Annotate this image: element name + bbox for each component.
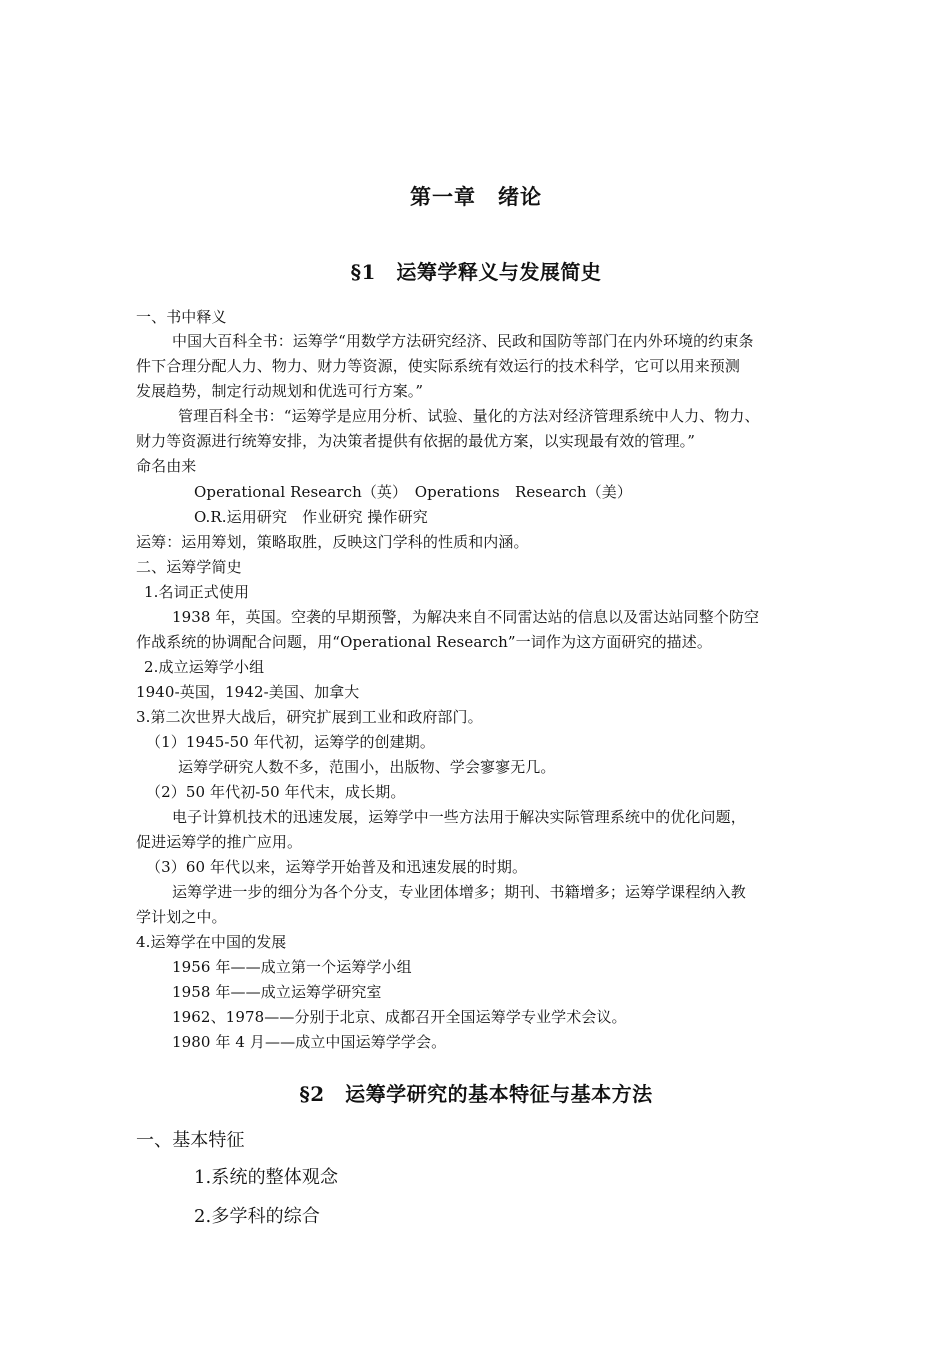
chapter-title: 第一章 绪论 — [410, 184, 542, 209]
paragraph-line: 管理百科全书：“运筹学是应用分析、试验、量化的方法对经济管理系统中人力、物力、 — [178, 407, 760, 425]
list-heading: 1.名词正式使用 — [144, 583, 250, 601]
list-item: 1.系统的整体观念 — [194, 1167, 339, 1188]
paragraph-line: 运筹学研究人数不多，范围小，出版物、学会寥寥无几。 — [178, 758, 556, 776]
paragraph-line: 件下合理分配人力、物力、财力等资源，使实际系统有效运行的技术科学，它可以用来预测 — [136, 357, 741, 375]
paragraph-line: 运筹：运用筹划，策略取胜，反映这门学科的性质和内涵。 — [136, 533, 529, 551]
paragraph-line: Operational Research（英） Operations Research（美） — [194, 483, 632, 501]
list-heading: 3.第二次世界大战后，研究扩展到工业和政府部门。 — [136, 708, 483, 726]
list-heading: 4.运筹学在中国的发展 — [136, 933, 287, 951]
paragraph-line: 发展趋势，制定行动规划和优选可行方案。” — [136, 382, 424, 400]
list-subheading: （2）50 年代初-50 年代末，成长期。 — [146, 783, 406, 801]
heading-basic-features: 一、基本特征 — [136, 1130, 245, 1151]
paragraph-line: 中国大百科全书：运筹学“用数学方法研究经济、民政和国防等部门在内外环境的约束条 — [172, 332, 754, 350]
timeline-item: 1962、1978——分别于北京、成都召开全国运筹学专业学术会议。 — [172, 1008, 627, 1026]
paragraph-line: 1940-英国，1942-美国、加拿大 — [136, 683, 360, 701]
paragraph-line: 作战系统的协调配合问题，用“Operational Research”一词作为这方面研究的描述。 — [136, 633, 712, 651]
paragraph-line: 财力等资源进行统筹安排，为决策者提供有依据的最优方案，以实现最有效的管理。” — [136, 432, 695, 450]
list-subheading: （3）60 年代以来，运筹学开始普及和迅速发展的时期。 — [146, 858, 528, 876]
paragraph-line: 电子计算机技术的迅速发展，运筹学中一些方法用于解决实际管理系统中的优化问题， — [172, 808, 746, 826]
heading-history: 二、运筹学简史 — [136, 558, 242, 576]
heading-naming-origin: 命名由来 — [136, 457, 197, 475]
paragraph-line: 1938 年，英国。空袭的早期预警，为解决来自不同雷达站的信息以及雷达站同整个防空 — [172, 608, 760, 626]
paragraph-line: 促进运筹学的推广应用。 — [136, 833, 303, 851]
list-heading: 2.成立运筹学小组 — [144, 658, 265, 676]
paragraph-line: 学计划之中。 — [136, 908, 227, 926]
list-subheading: （1）1945-50 年代初，运筹学的创建期。 — [146, 733, 435, 751]
list-item: 2.多学科的综合 — [194, 1206, 320, 1227]
heading-definitions: 一、书中释义 — [136, 308, 227, 326]
section-1-title: §1 运筹学释义与发展简史 — [350, 260, 602, 284]
paragraph-line: O.R.运用研究 作业研究 操作研究 — [194, 508, 428, 526]
paragraph-line: 运筹学进一步的细分为各个分支，专业团体增多；期刊、书籍增多；运筹学课程纳入教 — [172, 883, 746, 901]
timeline-item: 1958 年——成立运筹学研究室 — [172, 983, 382, 1001]
timeline-item: 1980 年 4 月——成立中国运筹学学会。 — [172, 1033, 447, 1051]
section-2-title: §2 运筹学研究的基本特征与基本方法 — [299, 1082, 653, 1106]
timeline-item: 1956 年——成立第一个运筹学小组 — [172, 958, 412, 976]
